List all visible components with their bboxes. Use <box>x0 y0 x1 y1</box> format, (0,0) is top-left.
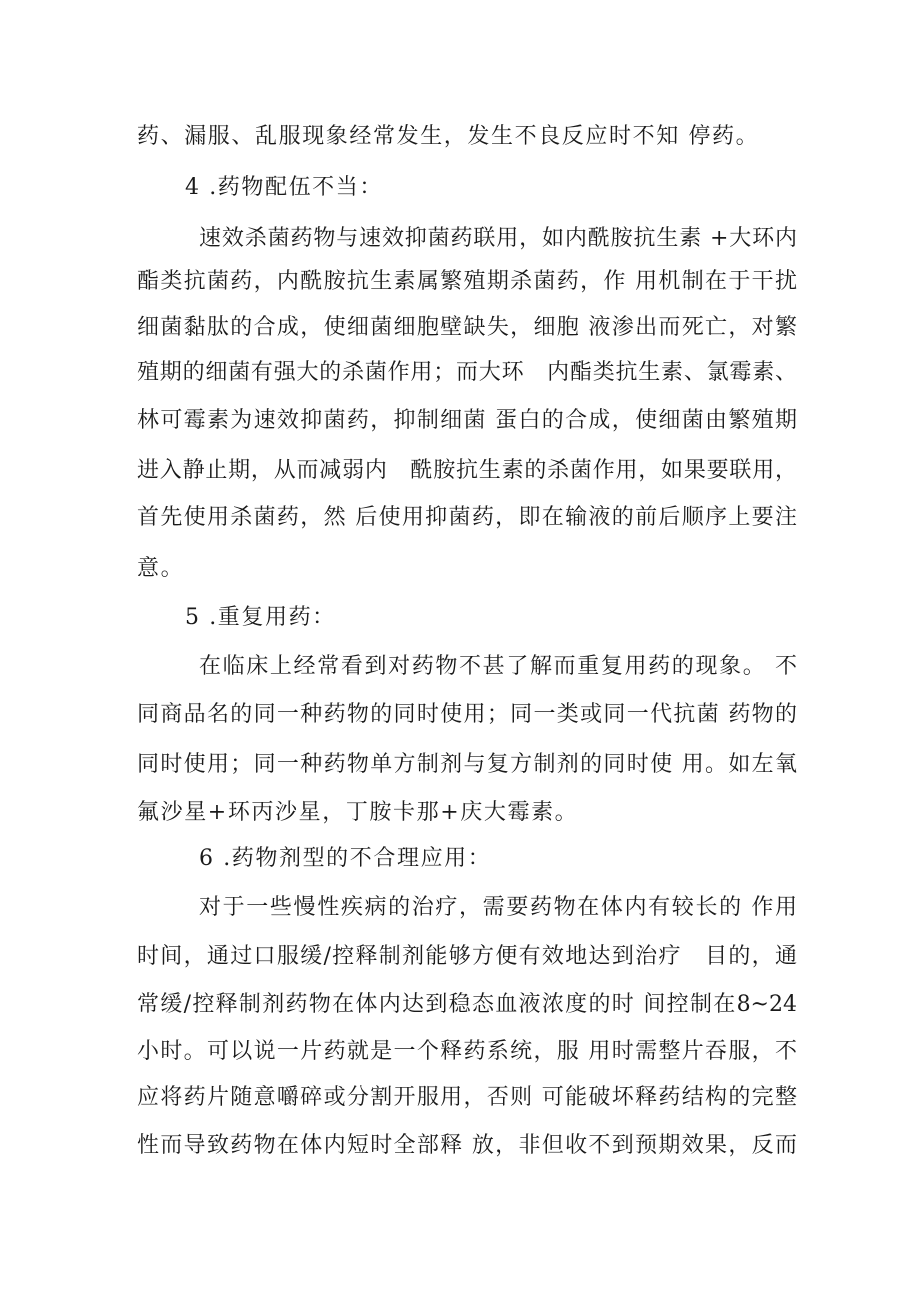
text-line: 同商品名的同一种药物的同时使用；同一类或同一代抗菌 药物的 <box>137 702 797 727</box>
text-line: 进入静止期，从而减弱内 酰胺抗生素的杀菌作用，如果要联用， <box>137 458 797 483</box>
text-line: 殖期的细菌有强大的杀菌作用；而大环 内酯类抗生素、氯霉素、 <box>137 360 797 385</box>
text-line: 细菌黏肽的合成，使细菌细胞壁缺失，细胞 液渗出而死亡，对繁 <box>137 315 797 340</box>
text-line: 常缓/控释制剂药物在体内达到稳态血液浓度的时 间控制在8~24 <box>137 992 797 1017</box>
text-line: 应将药片随意嚼碎或分割开服用，否则 可能破坏释药结构的完整 <box>137 1085 797 1110</box>
text-line: 小时。可以说一片药就是一个释药系统，服 用时需整片吞服，不 <box>137 1039 797 1064</box>
text-line: 药、漏服、乱服现象经常发生，发生不良反应时不知 停药。 <box>137 124 760 149</box>
text-line: 氟沙星+环丙沙星，丁胺卡那+庆大霉素。 <box>137 800 579 825</box>
text-line: 速效杀菌药物与速效抑菌药联用，如内酰胺抗生素 +大环内 <box>199 226 797 251</box>
text-line: 在临床上经常看到对药物不甚了解而重复用药的现象。 不 <box>199 654 797 679</box>
text-line: 性而导致药物在体内短时全部释 放，非但收不到预期效果，反而 <box>137 1133 797 1158</box>
text-line: 林可霉素为速效抑菌药，抑制细菌 蛋白的合成，使细菌由繁殖期 <box>137 408 797 433</box>
text-line: 酯类抗菌药，内酰胺抗生素属繁殖期杀菌药，作 用机制在于干扰 <box>137 269 797 294</box>
section-heading: 4 .药物配伍不当： <box>185 175 383 200</box>
text-line: 首先使用杀菌药，然 后使用抑菌药，即在输液的前后顺序上要注 <box>137 505 797 530</box>
text-line: 对于一些慢性疾病的治疗，需要药物在体内有较长的 作用 <box>199 895 797 920</box>
text-line: 时间，通过口服缓/控释制剂能够方便有效地达到治疗 目的，通 <box>137 944 797 969</box>
section-heading: 5 .重复用药： <box>185 605 336 630</box>
text-line: 同时使用；同一种药物单方制剂与复方制剂的同时使 用。如左氧 <box>137 752 797 777</box>
text-line: 意。 <box>137 556 185 581</box>
section-heading: 6 .药物剂型的不合理应用： <box>199 846 492 871</box>
